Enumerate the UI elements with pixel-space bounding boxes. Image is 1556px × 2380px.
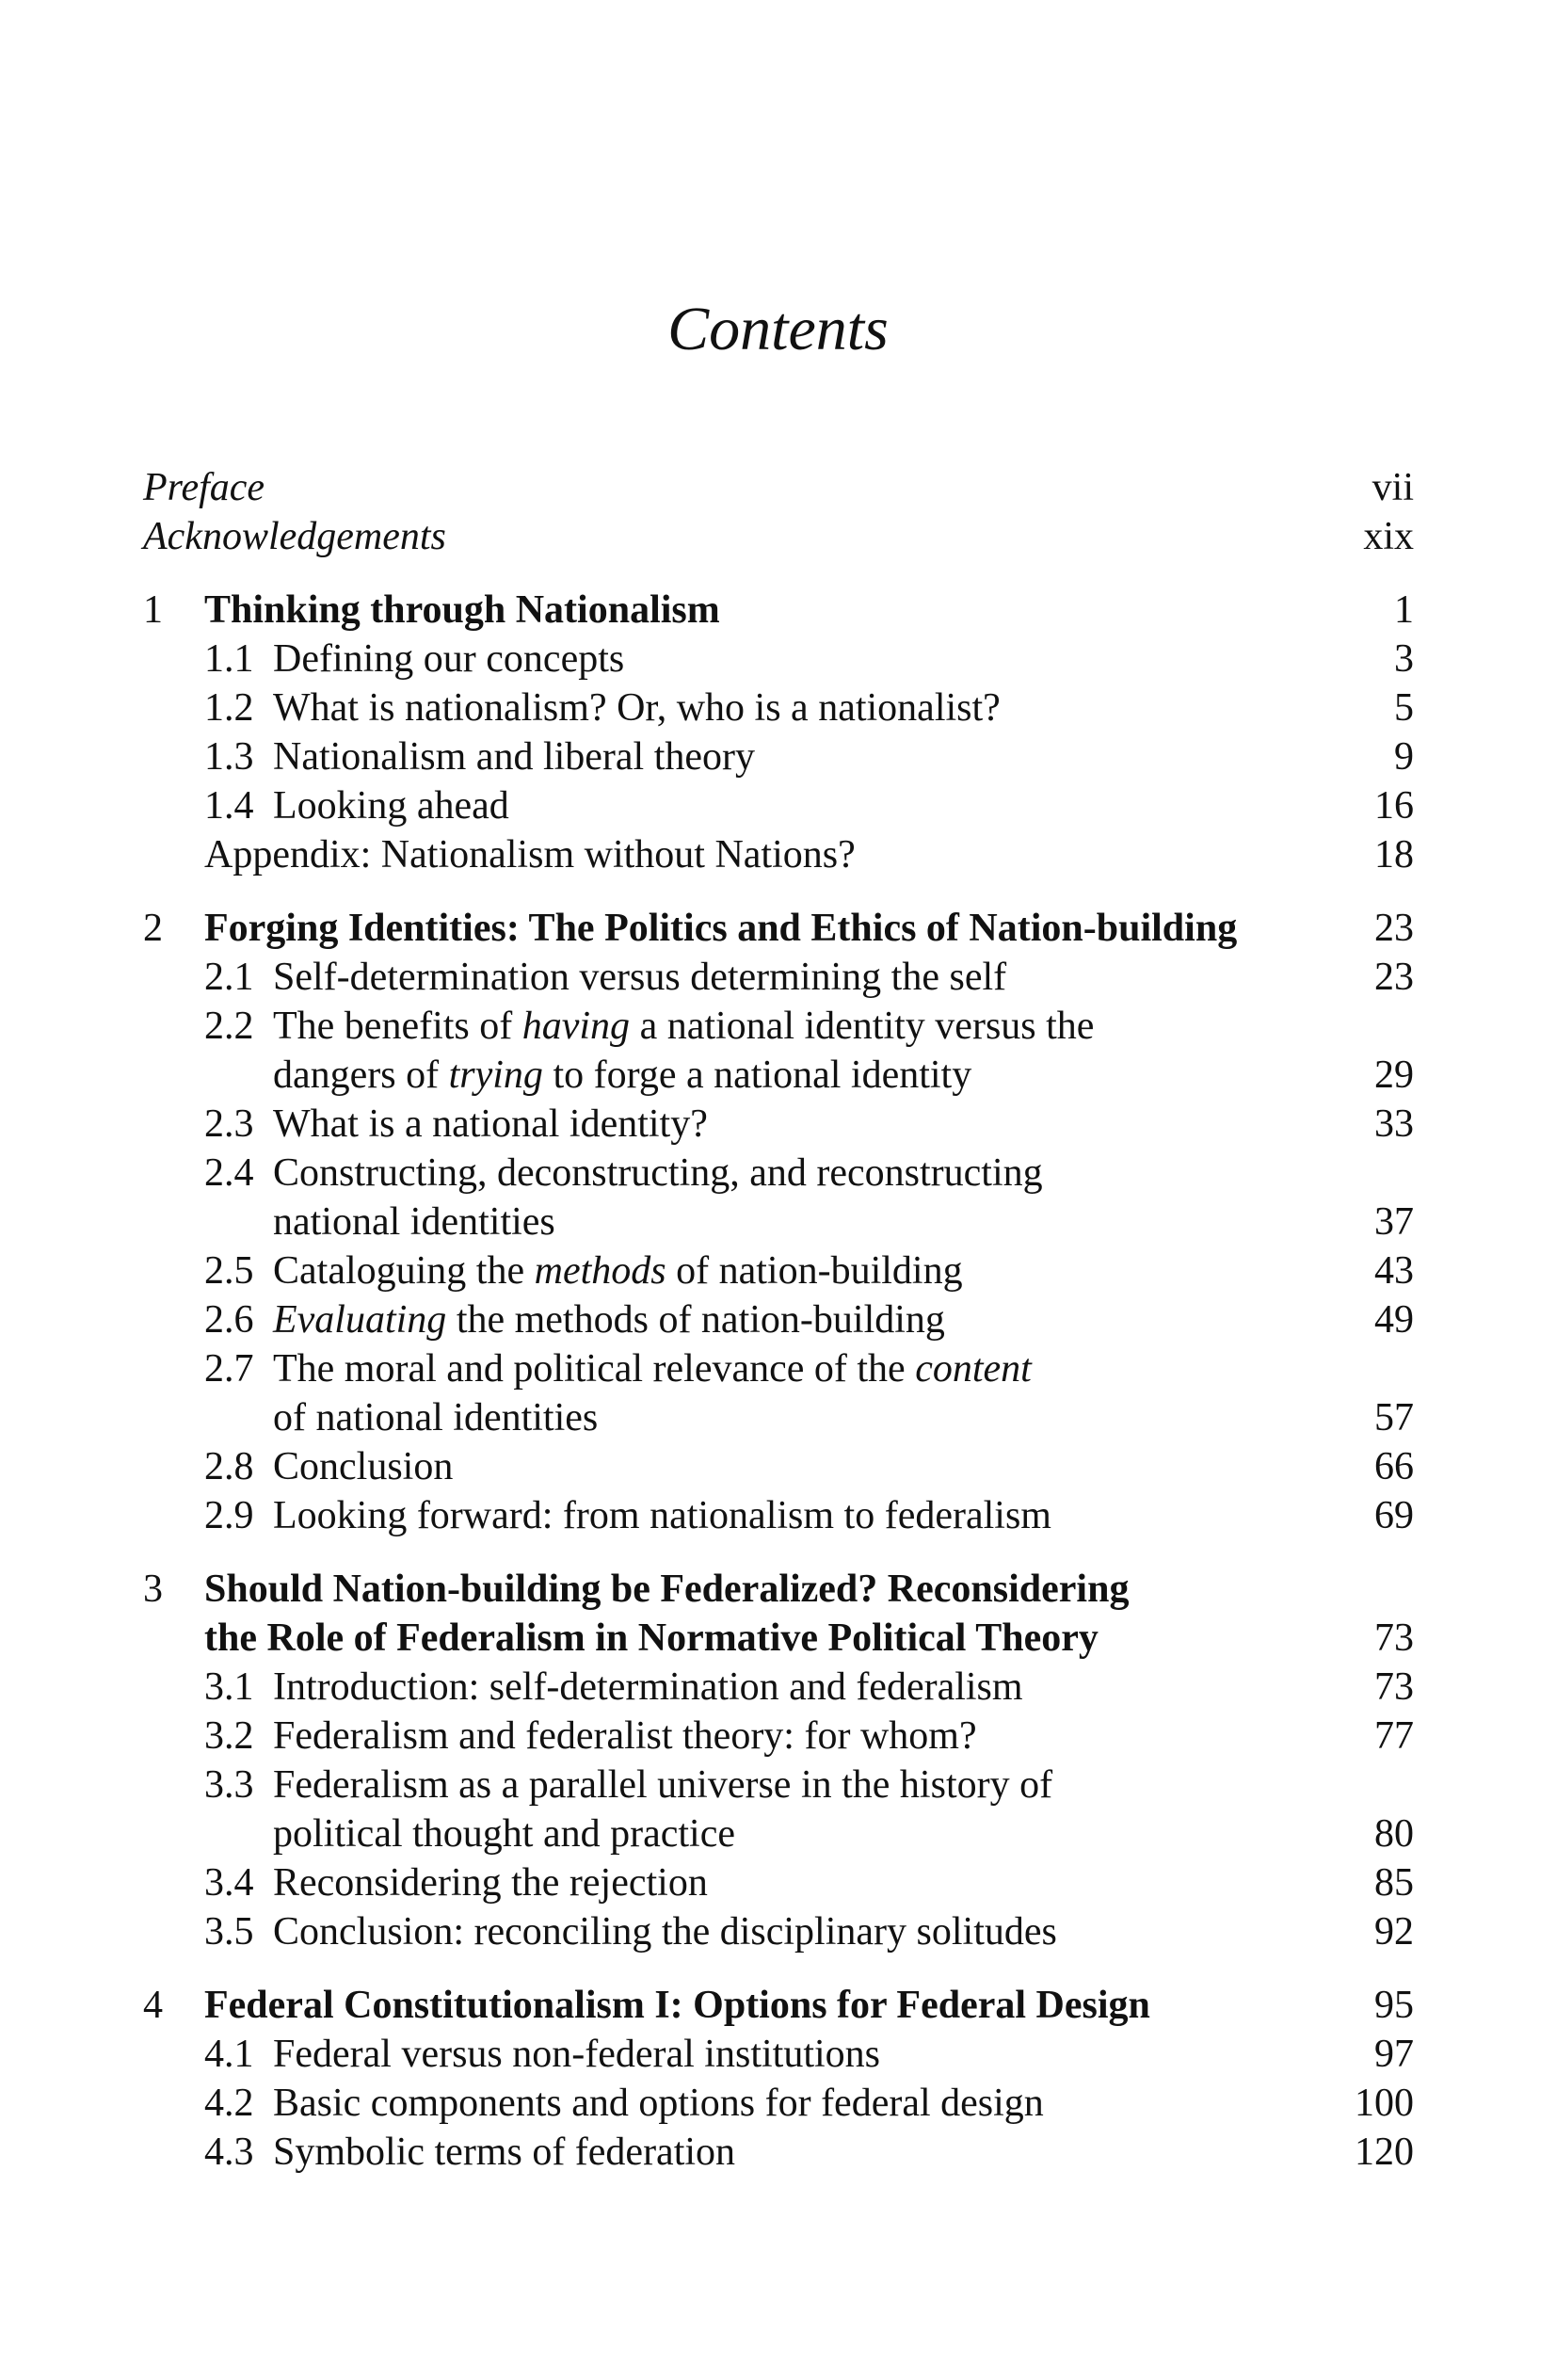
- section-page: 73: [1374, 1665, 1414, 1709]
- toc-chapter-3[interactable]: [143, 1565, 1414, 1663]
- emphasis: having: [521, 1005, 631, 1048]
- section-title: Reconsidering the rejection: [273, 1861, 708, 1905]
- section-number: 1.2: [204, 686, 254, 730]
- section-title: What is a national identity?: [273, 1102, 708, 1146]
- section-title: Cataloguing the methods of nation-building: [273, 1249, 963, 1293]
- toc-section-1-4[interactable]: [143, 781, 1414, 830]
- toc-section-4-2[interactable]: [143, 2079, 1414, 2128]
- chapter-page: 95: [1374, 1984, 1414, 2027]
- toc-chapter-2[interactable]: [143, 904, 1414, 953]
- section-title: Federalism as a parallel universe in the history of political thought and practice: [273, 1763, 1053, 1856]
- section-number: 3.4: [204, 1861, 254, 1905]
- section-page: 66: [1374, 1445, 1414, 1488]
- section-title: Introduction: self-determination and federalism: [273, 1665, 1023, 1709]
- toc-appendix-1[interactable]: [143, 830, 1414, 879]
- section-page: 57: [1374, 1396, 1414, 1439]
- entry-title: Preface: [143, 466, 265, 509]
- chapter-number: 4: [143, 1984, 163, 2027]
- toc-section-2-6[interactable]: [143, 1295, 1414, 1344]
- emphasis: trying: [448, 1053, 543, 1097]
- section-number: 1.4: [204, 784, 254, 828]
- section-number: 2.4: [204, 1151, 254, 1195]
- chapter-number: 3: [143, 1568, 163, 1611]
- toc-section-2-3[interactable]: [143, 1100, 1414, 1149]
- section-number: 3.5: [204, 1910, 254, 1954]
- page-title: Contents: [667, 295, 889, 363]
- chapter-title: Thinking through Nationalism: [204, 588, 720, 632]
- section-page: 5: [1394, 686, 1414, 730]
- toc-section-2-1[interactable]: [143, 953, 1414, 1002]
- section-page: 37: [1374, 1200, 1414, 1244]
- toc-section-4-3[interactable]: [143, 2128, 1414, 2177]
- section-number: 2.9: [204, 1494, 254, 1537]
- section-title: Federalism and federalist theory: for whom?: [273, 1714, 977, 1758]
- chapter-title: Forging Identities: The Politics and Ethics of Nation-building: [204, 907, 1238, 950]
- section-number: 2.2: [204, 1005, 254, 1048]
- section-number: 3.2: [204, 1714, 254, 1758]
- entry-page: xix: [1363, 515, 1414, 558]
- emphasis: methods: [534, 1249, 666, 1293]
- section-title: Basic components and options for federal design: [273, 2082, 1044, 2125]
- section-page: 29: [1374, 1053, 1414, 1097]
- chapter-title: Should Nation-building be Federalized? Reconsidering the Role of Federalism in Normative Political Theory: [204, 1568, 1130, 1660]
- section-page: 120: [1355, 2131, 1414, 2174]
- section-number: 4.1: [204, 2033, 254, 2076]
- section-number: 4.3: [204, 2131, 254, 2174]
- toc-section-3-2[interactable]: [143, 1712, 1414, 1761]
- toc-section-1-2[interactable]: [143, 683, 1414, 732]
- toc-entry-acknowledgements[interactable]: [143, 512, 1414, 561]
- toc-section-2-9[interactable]: [143, 1491, 1414, 1540]
- section-page: 69: [1374, 1494, 1414, 1537]
- toc-section-2-5[interactable]: [143, 1246, 1414, 1295]
- section-number: 2.1: [204, 956, 254, 999]
- section-title: Conclusion: reconciling the disciplinary solitudes: [273, 1910, 1057, 1954]
- section-page: 33: [1374, 1102, 1414, 1146]
- toc-section-2-2[interactable]: [143, 1002, 1414, 1100]
- section-title: The moral and political relevance of the content of national identities: [273, 1347, 1032, 1439]
- toc-section-1-3[interactable]: [143, 732, 1414, 781]
- section-page: 85: [1374, 1861, 1414, 1905]
- section-number: 2.6: [204, 1298, 254, 1342]
- toc-chapter-1[interactable]: [143, 586, 1414, 635]
- section-title: Nationalism and liberal theory: [273, 735, 756, 779]
- toc-section-1-1[interactable]: [143, 635, 1414, 683]
- section-page: 23: [1374, 956, 1414, 999]
- section-number: 1.3: [204, 735, 254, 779]
- section-page: 77: [1374, 1714, 1414, 1758]
- section-number: 2.3: [204, 1102, 254, 1146]
- section-page: 16: [1374, 784, 1414, 828]
- section-page: 9: [1394, 735, 1414, 779]
- entry-title: Acknowledgements: [143, 515, 446, 558]
- toc-section-3-4[interactable]: [143, 1858, 1414, 1907]
- appendix-title: Appendix: Nationalism without Nations?: [204, 833, 856, 876]
- section-page: 43: [1374, 1249, 1414, 1293]
- chapter-page: 23: [1374, 907, 1414, 950]
- toc-section-2-7[interactable]: [143, 1344, 1414, 1442]
- table-of-contents: [143, 463, 1414, 2177]
- section-number: 2.8: [204, 1445, 254, 1488]
- section-number: 3.3: [204, 1763, 254, 1807]
- section-title: Looking forward: from nationalism to federalism: [273, 1494, 1051, 1537]
- section-title: Constructing, deconstructing, and reconstructing national identities: [273, 1151, 1043, 1244]
- section-page: 92: [1374, 1910, 1414, 1954]
- chapter-page: 73: [1374, 1616, 1414, 1660]
- section-number: 4.2: [204, 2082, 254, 2125]
- chapter-number: 1: [143, 588, 163, 632]
- section-title: Symbolic terms of federation: [273, 2131, 736, 2174]
- section-number: 3.1: [204, 1665, 254, 1709]
- toc-section-4-1[interactable]: [143, 2030, 1414, 2079]
- section-page: 97: [1374, 2033, 1414, 2076]
- section-title: Looking ahead: [273, 784, 509, 828]
- section-number: 2.7: [204, 1347, 254, 1391]
- chapter-number: 2: [143, 907, 163, 950]
- chapter-title: Federal Constitutionalism I: Options for Federal Design: [204, 1984, 1150, 2027]
- appendix-page: 18: [1374, 833, 1414, 876]
- section-page: 49: [1374, 1298, 1414, 1342]
- entry-page: vii: [1372, 466, 1414, 509]
- section-title: Conclusion: [273, 1445, 454, 1488]
- section-number: 1.1: [204, 637, 254, 681]
- toc-section-3-3[interactable]: [143, 1761, 1414, 1858]
- section-page: 80: [1374, 1812, 1414, 1856]
- section-title: Self-determination versus determining the self: [273, 956, 1007, 999]
- chapter-page: 1: [1394, 588, 1414, 632]
- section-title: Defining our concepts: [273, 637, 625, 681]
- toc-section-2-4[interactable]: [143, 1149, 1414, 1246]
- emphasis: Evaluating: [273, 1298, 447, 1342]
- section-page: 100: [1355, 2082, 1414, 2125]
- toc-entry-preface[interactable]: [143, 463, 1414, 512]
- section-title: What is nationalism? Or, who is a nationalist?: [273, 686, 1001, 730]
- toc-section-3-5[interactable]: [143, 1907, 1414, 1956]
- toc-section-3-1[interactable]: [143, 1663, 1414, 1712]
- toc-chapter-4[interactable]: [143, 1981, 1414, 2030]
- section-title: Evaluating the methods of nation-building: [273, 1298, 945, 1342]
- section-title: Federal versus non-federal institutions: [273, 2033, 881, 2076]
- emphasis: content: [915, 1347, 1032, 1391]
- section-title: The benefits of having a national identity versus the dangers of trying to forge a national identity: [273, 1005, 1095, 1097]
- section-number: 2.5: [204, 1249, 254, 1293]
- section-page: 3: [1394, 637, 1414, 681]
- toc-section-2-8[interactable]: [143, 1442, 1414, 1491]
